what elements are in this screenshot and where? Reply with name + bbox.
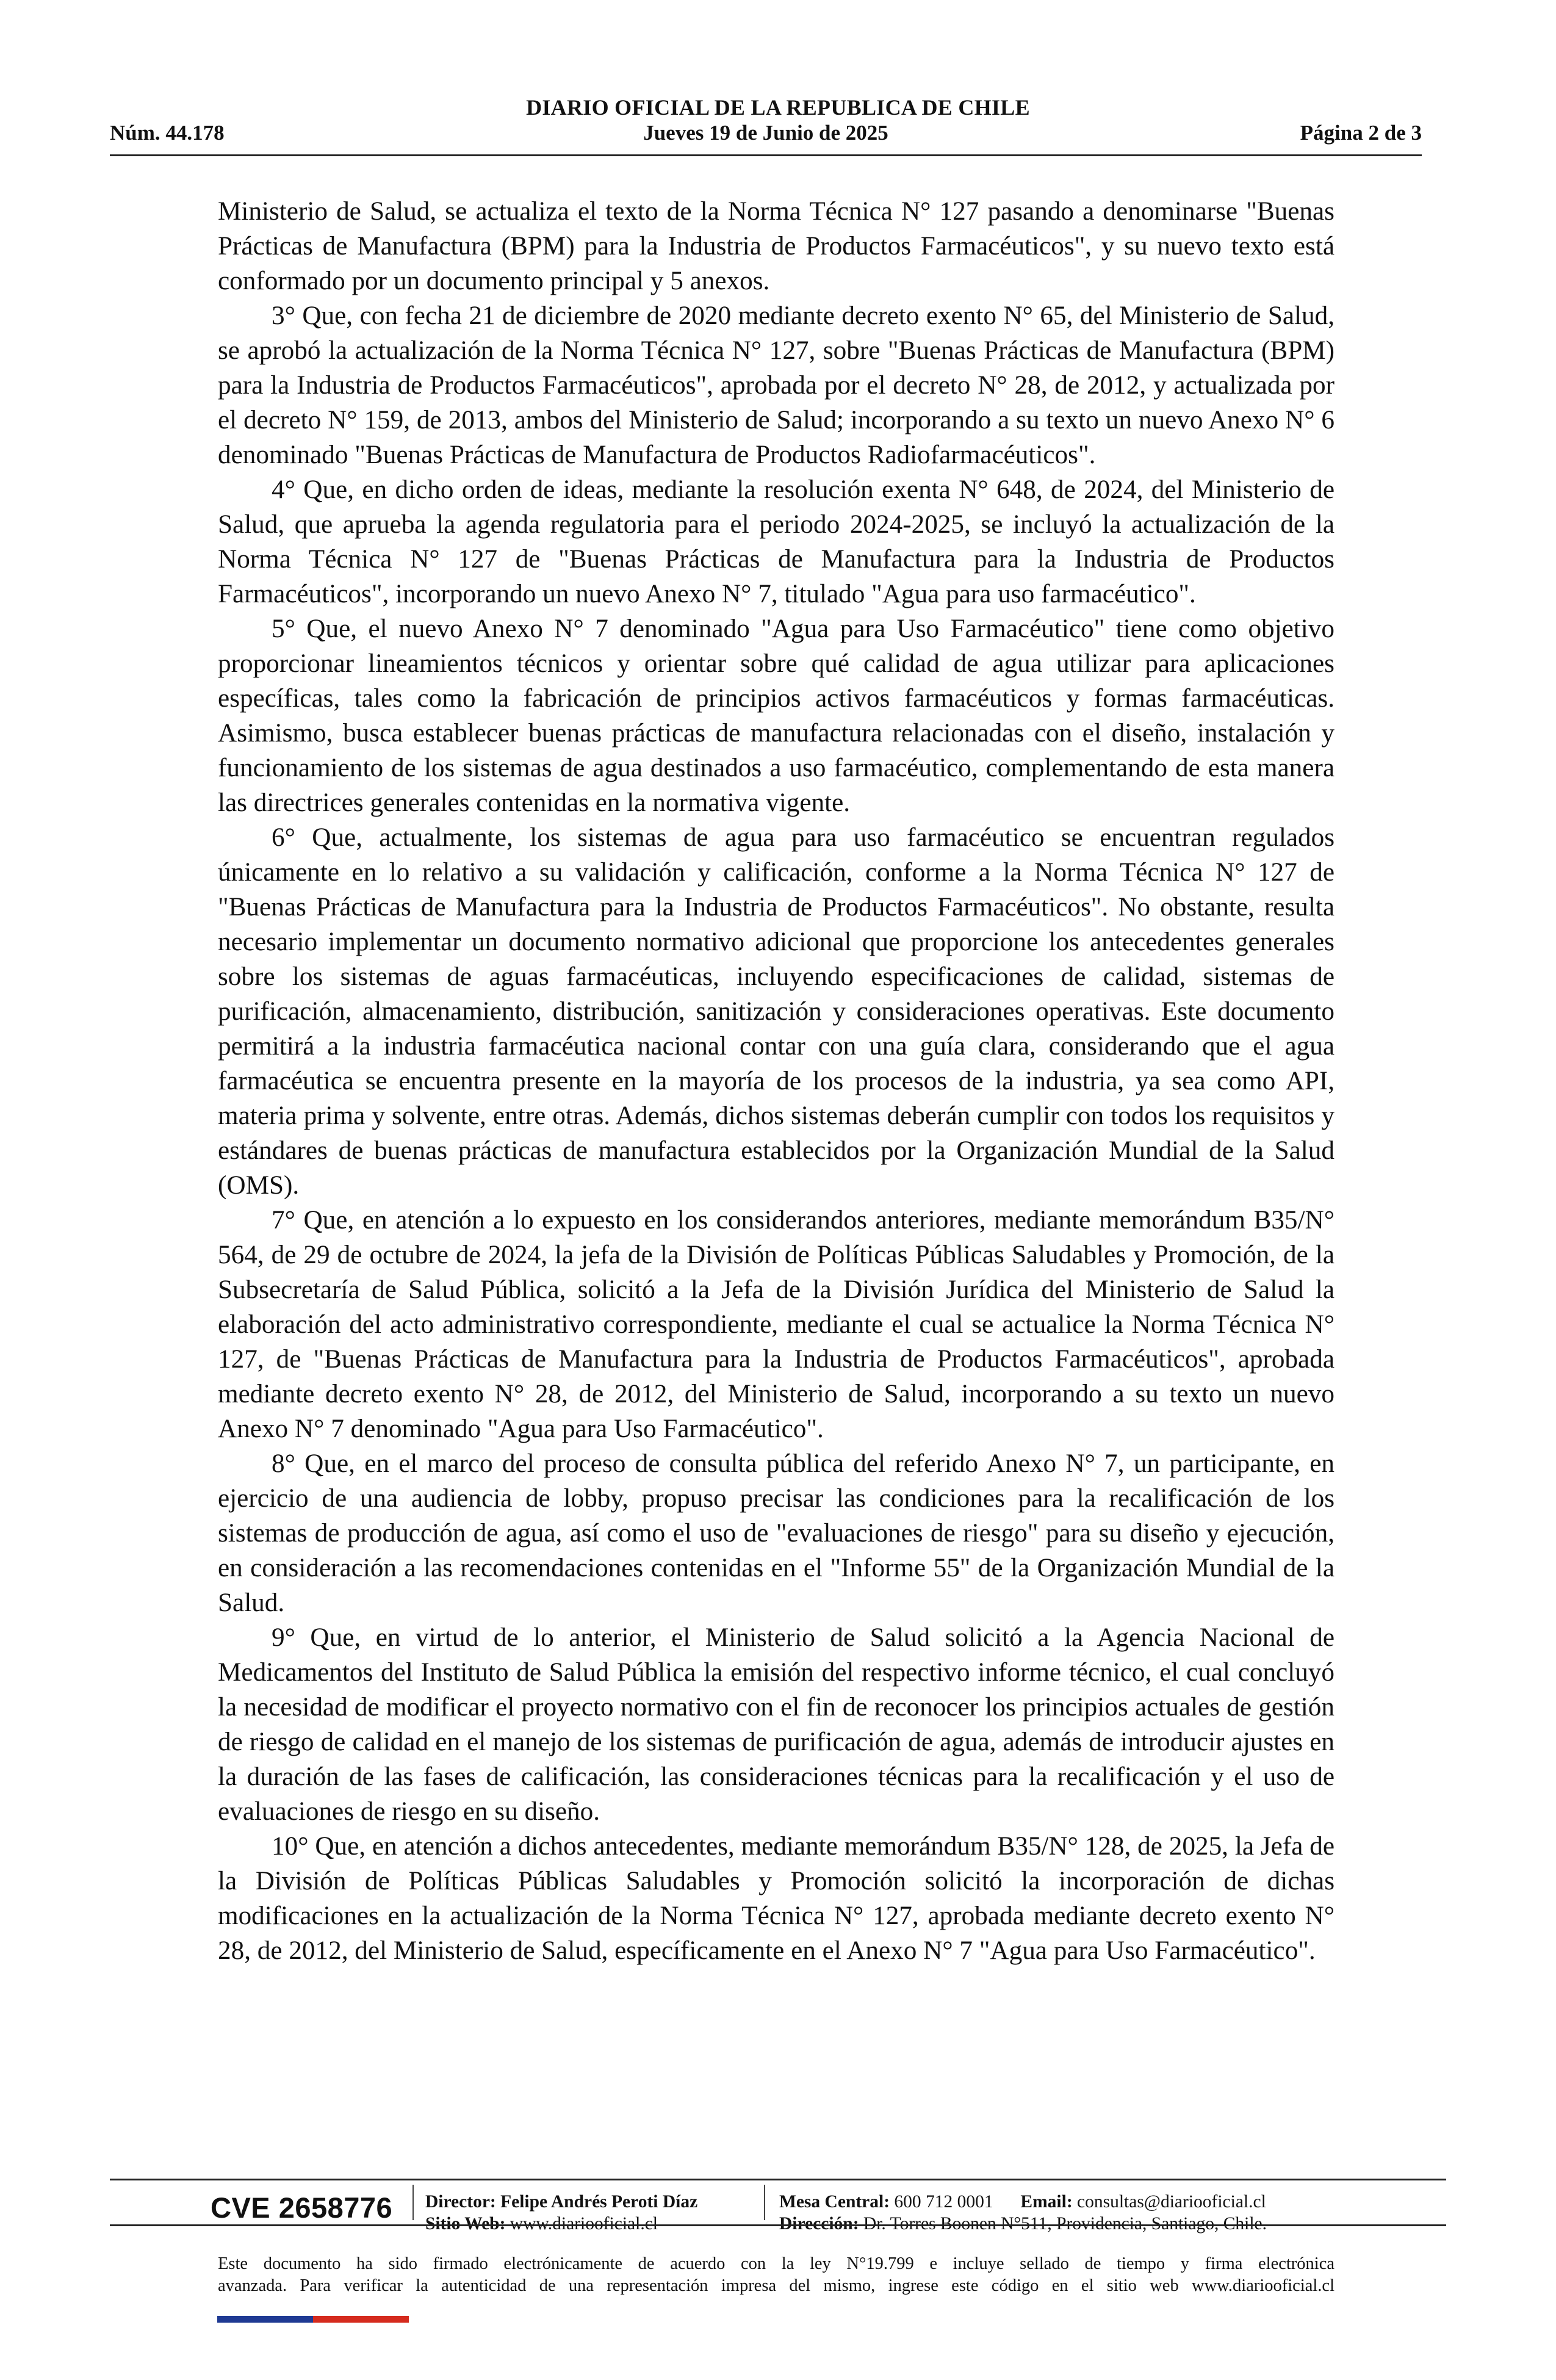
footer-contact bbox=[779, 2191, 1266, 2213]
footer-separator bbox=[764, 2185, 765, 2220]
document-body bbox=[218, 194, 1334, 1968]
paragraph: 9° Que, en virtud de lo anterior, el Ministerio de Salud solicitó a la Agencia Nacional de Medicamentos del Instituto de Salud Pública la emisión del respectivo informe técnico, el cual concluyó la necesidad de modificar el proyecto normativo con el fin de reconocer los principios actuales de gestión de riesgo de calidad en el manejo de los sistemas de purificación de agua, además de introducir ajustes en la duración de las fases de calificación, las consideraciones técnicas para la recalificación y el uso de evaluaciones de riesgo en su diseño. bbox=[218, 1623, 1334, 1826]
footer-website bbox=[425, 2213, 658, 2235]
paragraph: 4° Que, en dicho orden de ideas, mediante la resolución exenta N° 648, de 2024, del Ministerio de Salud, que aprueba la agenda regulatoria para el periodo 2024-2025, se incluyó la actualización de la Norma Técnica N° 127 de "Buenas Prácticas de Manufactura para la Industria de Productos Farmacéuticos", incorporando un nuevo Anexo N° 7, titulado "Agua para uso farmacéutico". bbox=[218, 475, 1334, 608]
flag-stripe-red bbox=[313, 2316, 409, 2323]
footer-bottom-divider bbox=[110, 2224, 1446, 2226]
legal-line: Este documento ha sido firmado electrónicamente de acuerdo con la ley N°19.799 e incluye sellado de tiempo y firma electrónica bbox=[218, 2254, 1334, 2273]
website-link[interactable]: www.diariooficial.cl bbox=[510, 2214, 658, 2234]
paragraph: 5° Que, el nuevo Anexo N° 7 denominado "Agua para Uso Farmacéutico" tiene como objetivo proporcionar lineamientos técnicos y orientar sobre qué calidad de agua utilizar para aplicaciones específicas, tales como la fabricación de principios activos farmacéuticos y formas farmacéuticas. Asimismo, busca establecer buenas prácticas de manufactura relacionadas con el diseño, instalación y funcionamiento de los sistemas de agua destinados a uso farmacéutico, complementando de esta manera las directrices generales contenidas en la normativa vigente. bbox=[218, 615, 1334, 817]
director-name: Felipe Andrés Peroti Díaz bbox=[500, 2192, 698, 2212]
publication-title: DIARIO OFICIAL DE LA REPUBLICA DE CHILE bbox=[526, 95, 1030, 120]
footer-top-divider bbox=[110, 2179, 1446, 2180]
phone-number: 600 712 0001 bbox=[894, 2192, 993, 2212]
paragraph: Ministerio de Salud, se actualiza el texto de la Norma Técnica N° 127 pasando a denominarse "Buenas Prácticas de Manufactura (BPM) para la Industria de Productos Farmacéuticos", y su nuevo texto está conformado por un documento principal y 5 anexos. bbox=[218, 197, 1334, 295]
phone-label: Mesa Central: bbox=[779, 2192, 890, 2212]
address-label: Dirección: bbox=[779, 2214, 859, 2234]
paragraph: 8° Que, en el marco del proceso de consulta pública del referido Anexo N° 7, un participante, en ejercicio de una audiencia de lobby, propuso precisar las condiciones para la recalificación de los sistemas de producción de agua, así como el uso de "evaluaciones de riesgo" para su diseño y ejecución, en consideración a las recomendaciones contenidas en el "Informe 55" de la Organización Mundial de la Salud. bbox=[218, 1449, 1334, 1617]
paragraph: 3° Que, con fecha 21 de diciembre de 2020 mediante decreto exento N° 65, del Ministerio de Salud, se aprobó la actualización de la Norma Técnica N° 127, sobre "Buenas Prácticas de Manufactura (BPM) para la Industria de Productos Farmacéuticos", aprobada por el decreto N° 28, de 2012, y actualizada por el decreto N° 159, de 2013, ambos del Ministerio de Salud; incorporando a su texto un nuevo Anexo N° 6 denominado "Buenas Prácticas de Manufactura de Productos Radiofarmacéuticos". bbox=[218, 301, 1334, 469]
paragraph: 7° Que, en atención a lo expuesto en los considerandos anteriores, mediante memorándum B35/N° 564, de 29 de octubre de 2024, la jefa de la División de Políticas Públicas Saludables y Promoción, de la Subsecretaría de Salud Pública, solicitó a la Jefa de la División Jurídica del Ministerio de Salud la elaboración del acto administrativo correspondiente, mediante el cual se actualice la Norma Técnica N° 127, de "Buenas Prácticas de Manufactura para la Industria de Productos Farmacéuticos", aprobada mediante decreto exento N° 28, de 2012, del Ministerio de Salud, incorporando a su texto un nuevo Anexo N° 7 denominado "Agua para Uso Farmacéutico". bbox=[218, 1206, 1334, 1443]
footer-director bbox=[425, 2191, 697, 2213]
footer-address bbox=[779, 2213, 1267, 2235]
issue-date: Jueves 19 de Junio de 2025 bbox=[643, 121, 888, 145]
address-value: Dr. Torres Boonen N°511, Providencia, Santiago, Chile. bbox=[863, 2214, 1267, 2234]
header-row bbox=[110, 121, 1422, 149]
website-label: Sitio Web: bbox=[425, 2214, 506, 2234]
paragraph: 6° Que, actualmente, los sistemas de agua para uso farmacéutico se encuentran regulados únicamente en lo relativo a su validación y calificación, conforme a la Norma Técnica N° 127 de "Buenas Prácticas de Manufactura para la Industria de Productos Farmacéuticos". No obstante, resulta necesario implementar un documento normativo adicional que proporcione los antecedentes generales sobre los sistemas de aguas farmacéuticas, incluyendo especificaciones de calidad, sistemas de purificación, almacenamiento, distribución, sanitización y consideraciones operativas. Este documento permitirá a la industria farmacéutica nacional contar con una guía clara, considerando que el agua farmacéutica se encuentra presente en la mayoría de los procesos de la industria, ya sea como API, materia prima y solvente, entre otras. Además, dichos sistemas deberán cumplir con todos los requisitos y estándares de buenas prácticas de manufactura establecidos por la Organización Mundial de la Salud (OMS). bbox=[218, 823, 1334, 1200]
page-indicator: Página 2 de 3 bbox=[1300, 121, 1422, 145]
flag-stripe bbox=[217, 2316, 409, 2323]
email-link[interactable]: consultas@diariooficial.cl bbox=[1077, 2192, 1266, 2212]
paragraph: 10° Que, en atención a dichos antecedentes, mediante memorándum B35/N° 128, de 2025, la Jefa de la División de Políticas Públicas Saludables y Promoción solicitó la incorporación de dichas modificaciones en la actualización de la Norma Técnica N° 127, aprobada mediante decreto exento N° 28, de 2012, del Ministerio de Salud, específicamente en el Anexo N° 7 "Agua para Uso Farmacéutico". bbox=[218, 1832, 1334, 1965]
issue-number: Núm. 44.178 bbox=[110, 121, 225, 145]
header-divider bbox=[110, 154, 1422, 156]
footer-separator bbox=[412, 2185, 414, 2220]
email-label: Email: bbox=[1020, 2192, 1073, 2212]
flag-stripe-blue bbox=[217, 2316, 313, 2323]
legal-notice bbox=[218, 2253, 1334, 2297]
legal-line: avanzada. Para verificar la autenticidad de una representación impresa del mismo, ingrese este código en el sitio web www.diariooficial.cl bbox=[218, 2276, 1334, 2295]
director-label: Director: bbox=[425, 2192, 496, 2212]
cve-code: CVE 2658776 bbox=[211, 2191, 393, 2224]
